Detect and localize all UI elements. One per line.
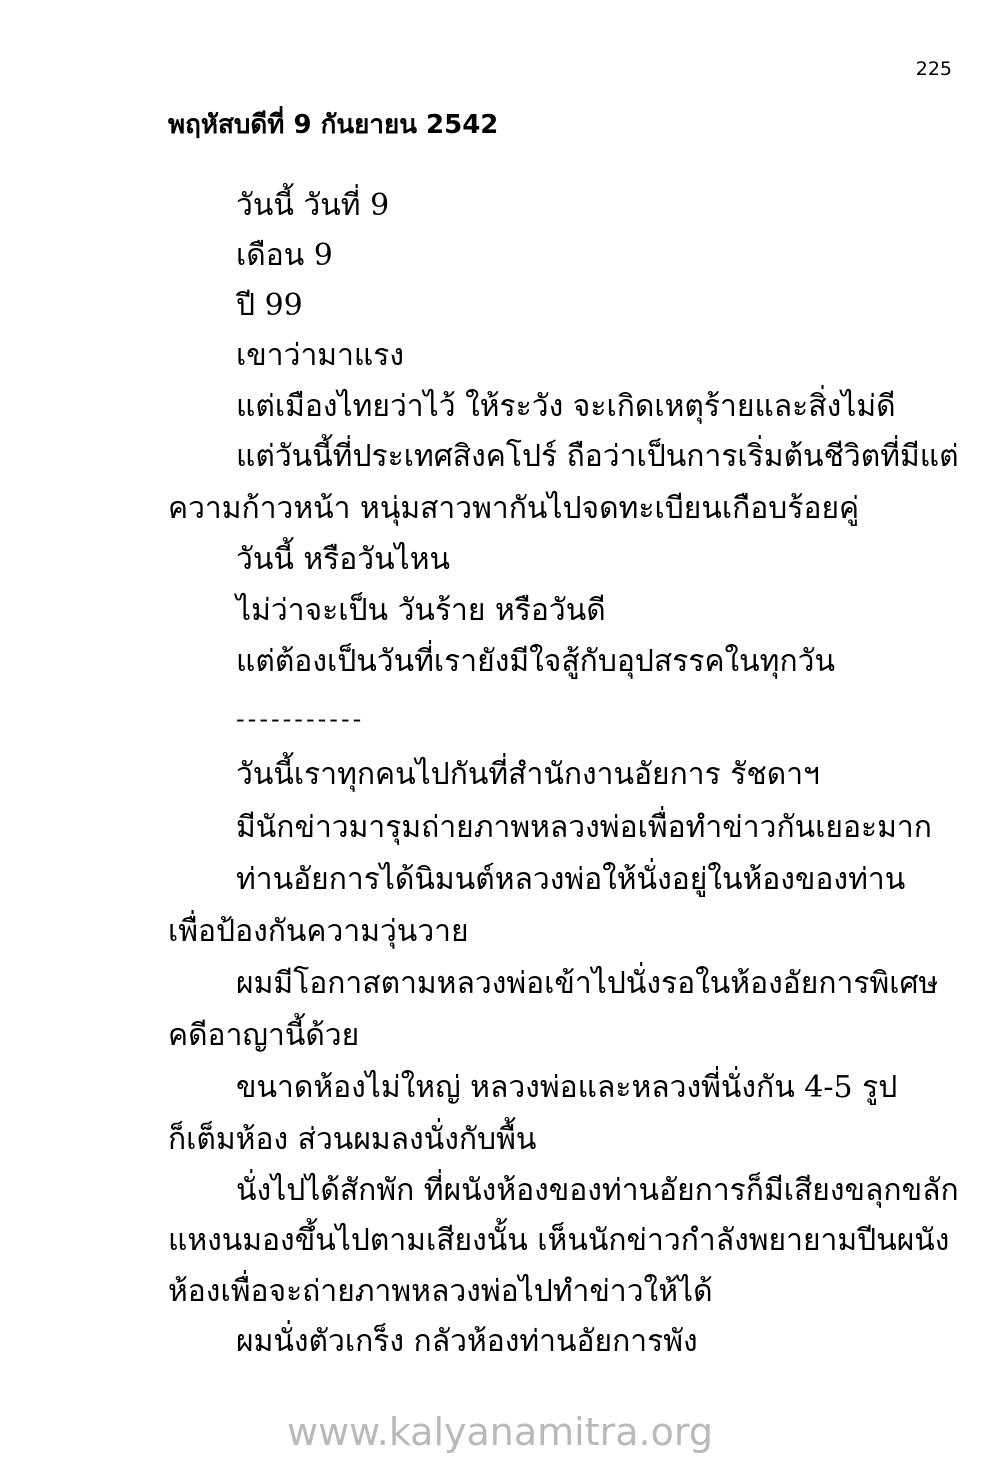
text-line: วันนี้ วันที่ 9 — [236, 188, 390, 223]
text-line: แต่วันนี้ที่ประเทศสิงคโปร์ ถือว่าเป็นการเริ่มต้นชีวิตที่มีแต่ — [236, 439, 959, 474]
text-line: แต่ต้องเป็นวันที่เรายังมีใจสู้กับอุปสรรคในทุกวัน — [236, 644, 835, 679]
page-number: 225 — [915, 58, 952, 80]
text-line: มีนักข่าวมารุมถ่ายภาพหลวงพ่อเพื่อทำข่าวกันเยอะมาก — [236, 810, 932, 845]
text-line: ไม่ว่าจะเป็น วันร้าย หรือวันดี — [236, 593, 606, 628]
website-watermark: www.kalyanamitra.org — [287, 1410, 713, 1454]
text-line: คดีอาญานี้ด้วย — [168, 1018, 360, 1053]
text-line: เพื่อป้องกันความวุ่นวาย — [168, 914, 469, 949]
text-line: ปี 99 — [236, 288, 303, 323]
diary-entry-heading: พฤหัสบดีที่ 9 กันยายน 2542 — [168, 110, 499, 140]
text-line: วันนี้ หรือวันไหน — [236, 542, 451, 577]
text-line: ขนาดห้องไม่ใหญ่ หลวงพ่อและหลวงพี่นั่งกัน 4-5 รูป — [236, 1070, 898, 1105]
text-line: เดือน 9 — [236, 238, 333, 273]
text-line: ก็เต็มห้อง ส่วนผมลงนั่งกับพื้น — [168, 1122, 537, 1157]
text-line: วันนี้เราทุกคนไปกันที่สำนักงานอัยการ รัชดาฯ — [236, 757, 820, 792]
text-line: ท่านอัยการได้นิมนต์หลวงพ่อให้นั่งอยู่ในห้องของท่าน — [236, 862, 906, 897]
text-line: ห้องเพื่อจะถ่ายภาพหลวงพ่อไปทำข่าวให้ได้ — [168, 1274, 713, 1309]
text-line: ผมมีโอกาสตามหลวงพ่อเข้าไปนั่งรอในห้องอัยการพิเศษ — [236, 966, 939, 1001]
text-line: ความก้าวหน้า หนุ่มสาวพากันไปจดทะเบียนเกือบร้อยคู่ — [168, 491, 860, 526]
text-line: นั่งไปได้สักพัก ที่ผนังห้องของท่านอัยการก็มีเสียงขลุกขลัก — [236, 1173, 959, 1208]
text-line: ผมนั่งตัวเกร็ง กลัวห้องท่านอัยการพัง — [236, 1324, 698, 1359]
text-line: แหงนมองขึ้นไปตามเสียงนั้น เห็นนักข่าวกำลังพยายามปีนผนัง — [168, 1223, 950, 1258]
section-separator: ----------- — [236, 705, 365, 733]
text-line: แต่เมืองไทยว่าไว้ ให้ระวัง จะเกิดเหตุร้ายและสิ่งไม่ดี — [236, 389, 896, 424]
text-line: เขาว่ามาแรง — [236, 338, 405, 373]
